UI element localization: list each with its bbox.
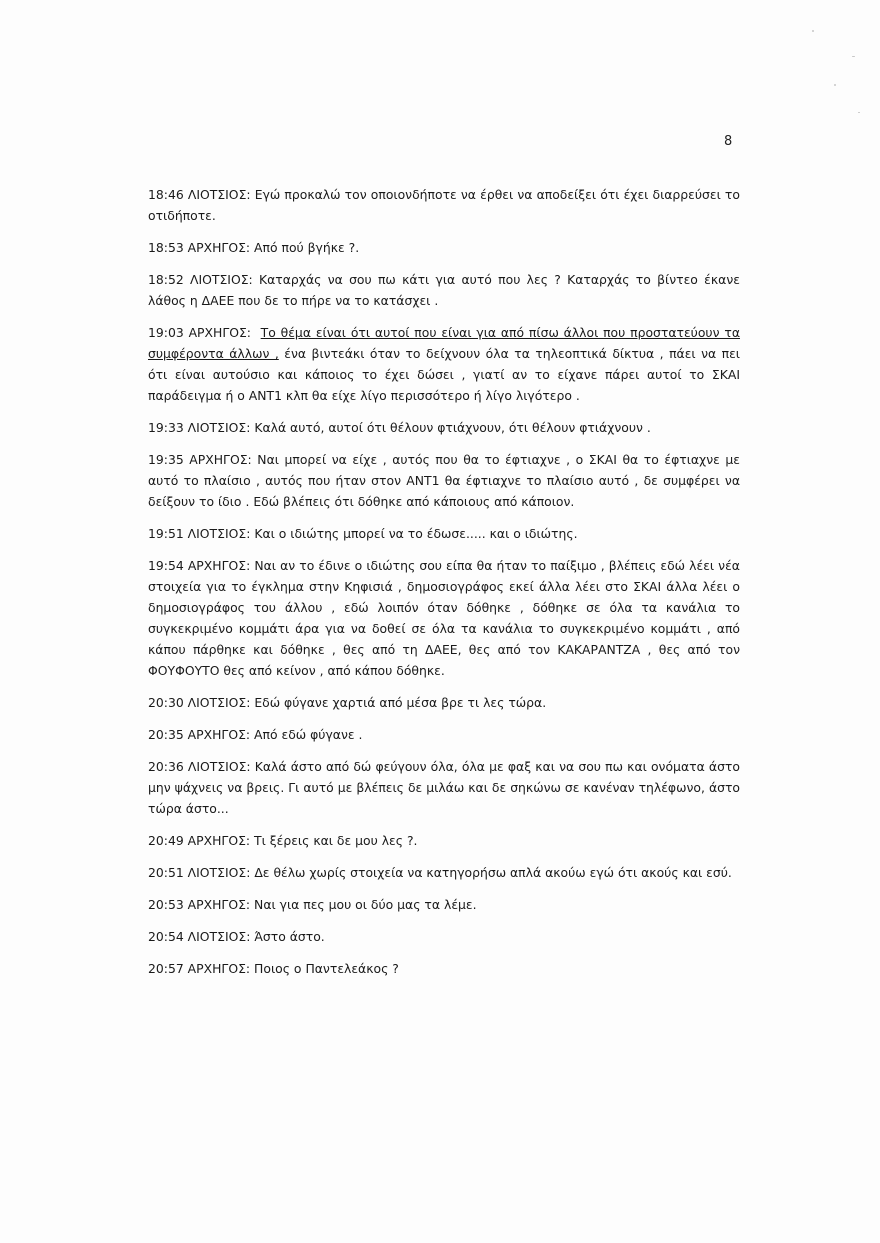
- entry-speaker: ΛΙΟΤΣΙΟΣ:: [187, 187, 251, 202]
- entry-time: 20:30: [148, 695, 184, 710]
- transcript-entry: [148, 269, 740, 311]
- entry-time: 20:54: [148, 929, 184, 944]
- entry-speaker: ΛΙΟΤΣΙΟΣ:: [187, 695, 251, 710]
- transcript-entry: [148, 958, 740, 979]
- transcript-entry: [148, 862, 740, 883]
- entry-time: 20:35: [148, 727, 184, 742]
- transcript-entry: [148, 724, 740, 745]
- entry-text: Καλά άστο από δώ φεύγουν όλα, όλα με φαξ και να σου πω και ονόματα άστο μην ψάχνεις να βρεις. Γι αυτό με βλέπεις δε μιλάω και δε σηκώνω σε κανέναν τηλέφωνο, άστο τώρα άστο...: [148, 759, 740, 816]
- transcript-entry: [148, 894, 740, 915]
- entry-time: 19:33: [148, 420, 184, 435]
- transcript-entry: [148, 523, 740, 544]
- entry-time: 18:46: [148, 187, 184, 202]
- entry-time: 19:03: [148, 325, 184, 340]
- transcript-entry: [148, 322, 740, 406]
- entry-time: 18:52: [148, 272, 184, 287]
- entry-text: Δε θέλω χωρίς στοιχεία να κατηγορήσω απλά ακούω εγώ ότι ακούς και εσύ.: [254, 865, 732, 880]
- transcript-entry: [148, 692, 740, 713]
- entry-speaker: ΑΡΧΗΓΟΣ:: [187, 558, 251, 573]
- entry-text: Εγώ προκαλώ τον οποιονδήποτε να έρθει να αποδείξει ότι έχει διαρρεύσει το οτιδήποτε.: [148, 187, 740, 223]
- entry-time: 19:35: [148, 452, 184, 467]
- entry-time: 18:53: [148, 240, 184, 255]
- entry-text: Από πού βγήκε ?.: [254, 240, 360, 255]
- entry-speaker: ΑΡΧΗΓΟΣ:: [187, 240, 251, 255]
- entry-speaker: ΛΙΟΤΣΙΟΣ:: [187, 929, 251, 944]
- entry-text: Από εδώ φύγανε .: [254, 727, 363, 742]
- scan-speck: [834, 84, 836, 86]
- transcript-entry: [148, 417, 740, 438]
- entry-text: Ποιος ο Παντελεάκος ?: [254, 961, 399, 976]
- entry-text: Καλά αυτό, αυτοί ότι θέλουν φτιάχνουν, ότι θέλουν φτιάχνουν .: [254, 420, 651, 435]
- entry-speaker: ΛΙΟΤΣΙΟΣ:: [190, 272, 253, 287]
- entry-time: 20:49: [148, 833, 184, 848]
- entry-time: 20:51: [148, 865, 184, 880]
- entry-text: Άστο άστο.: [254, 929, 325, 944]
- transcript-entry: [148, 237, 740, 258]
- entry-speaker: ΑΡΧΗΓΟΣ:: [187, 897, 251, 912]
- entry-speaker: ΛΙΟΤΣΙΟΣ:: [187, 759, 251, 774]
- entry-text: Ναι μπορεί να είχε , αυτός που θα το έφτιαχνε , ο ΣΚΑΙ θα το έφτιαχνε με αυτό το πλαίσιο , αυτός που ήταν στον ΑΝΤ1 θα έφτιαχνε το πλαίσιο αυτό , δε συμφέρει να δείξουν το ίδιο . Εδώ βλέπεις ότι δόθηκε από κάποιους από κάποιον.: [148, 452, 740, 509]
- entry-time: 20:53: [148, 897, 184, 912]
- transcript-body: [148, 184, 740, 990]
- entry-text: ένα βιντεάκι όταν το δείχνουν όλα τα τηλεοπτικά δίκτυα , πάει να πει ότι είναι αυτούσιο και κάποιος το έχει δώσει , γιατί αν το είχανε πάρει αυτοί το ΣΚΑΙ παράδειγμα ή ο ΑΝΤ1 κλπ θα είχε λίγο περισσότερο ή λίγο λιγότερο .: [148, 346, 740, 403]
- transcript-entry: [148, 555, 740, 681]
- entry-speaker: ΑΡΧΗΓΟΣ:: [187, 727, 251, 742]
- transcript-entry: [148, 184, 740, 226]
- entry-speaker: ΑΡΧΗΓΟΣ:: [187, 833, 251, 848]
- entry-text: Ναι αν το έδινε ο ιδιώτης σου είπα θα ήταν το παίξιμο , βλέπεις εδώ λέει νέα στοιχεία για το έγκλημα στην Κηφισιά , δημοσιογράφος εκεί άλλα λέει στο ΣΚΑΙ άλλα λέει ο δημοσιογράφος του άλλου , εδώ λοιπόν όταν δόθηκε , δόθηκε σε όλα τα κανάλια το συγκεκριμένο κομμάτι άρα για να δοθεί σε όλα τα κανάλια το συγκεκριμένο κομμάτι , από κάπου πάρθηκε και δόθηκε , θες από τη ΔΑΕΕ, θες από τον ΚΑΚΑΡΑΝΤΖΑ , θες από τον ΦΟΥΦΟΥΤΟ θες από κείνον , από κάπου δόθηκε.: [148, 558, 740, 678]
- entry-speaker: ΑΡΧΗΓΟΣ:: [187, 961, 251, 976]
- scan-speck: [812, 30, 814, 32]
- transcript-entry: [148, 449, 740, 512]
- transcript-entry: [148, 830, 740, 851]
- entry-speaker: ΛΙΟΤΣΙΟΣ:: [187, 526, 251, 541]
- entry-speaker: ΑΡΧΗΓΟΣ:: [188, 325, 251, 340]
- entry-text: Ναι για πες μου οι δύο μας τα λέμε.: [254, 897, 477, 912]
- entry-time: 19:51: [148, 526, 184, 541]
- entry-speaker: ΛΙΟΤΣΙΟΣ:: [187, 865, 251, 880]
- entry-underlined-text: Το θέμα είναι ότι αυτοί που είναι για από πίσω άλλοι που προστατεύουν τα συμφέροντα άλλων ,: [148, 325, 740, 361]
- scan-speck: [852, 56, 855, 57]
- entry-text: Τι ξέρεις και δε μου λες ?.: [254, 833, 418, 848]
- transcript-entry: [148, 926, 740, 947]
- entry-time: 20:57: [148, 961, 184, 976]
- page-number: 8: [724, 134, 733, 149]
- entry-speaker: ΑΡΧΗΓΟΣ:: [189, 452, 252, 467]
- entry-text: Καταρχάς να σου πω κάτι για αυτό που λες ? Καταρχάς το βίντεο έκανε λάθος η ΔΑΕΕ που δε το πήρε να το κατάσχει .: [148, 272, 740, 308]
- entry-time: 20:36: [148, 759, 184, 774]
- scan-speck: [858, 112, 860, 113]
- entry-text: Και ο ιδιώτης μπορεί να το έδωσε..... και ο ιδιώτης.: [254, 526, 578, 541]
- transcript-entry: [148, 756, 740, 819]
- entry-time: 19:54: [148, 558, 184, 573]
- entry-text: Εδώ φύγανε χαρτιά από μέσα βρε τι λες τώρα.: [254, 695, 547, 710]
- entry-speaker: ΛΙΟΤΣΙΟΣ:: [187, 420, 251, 435]
